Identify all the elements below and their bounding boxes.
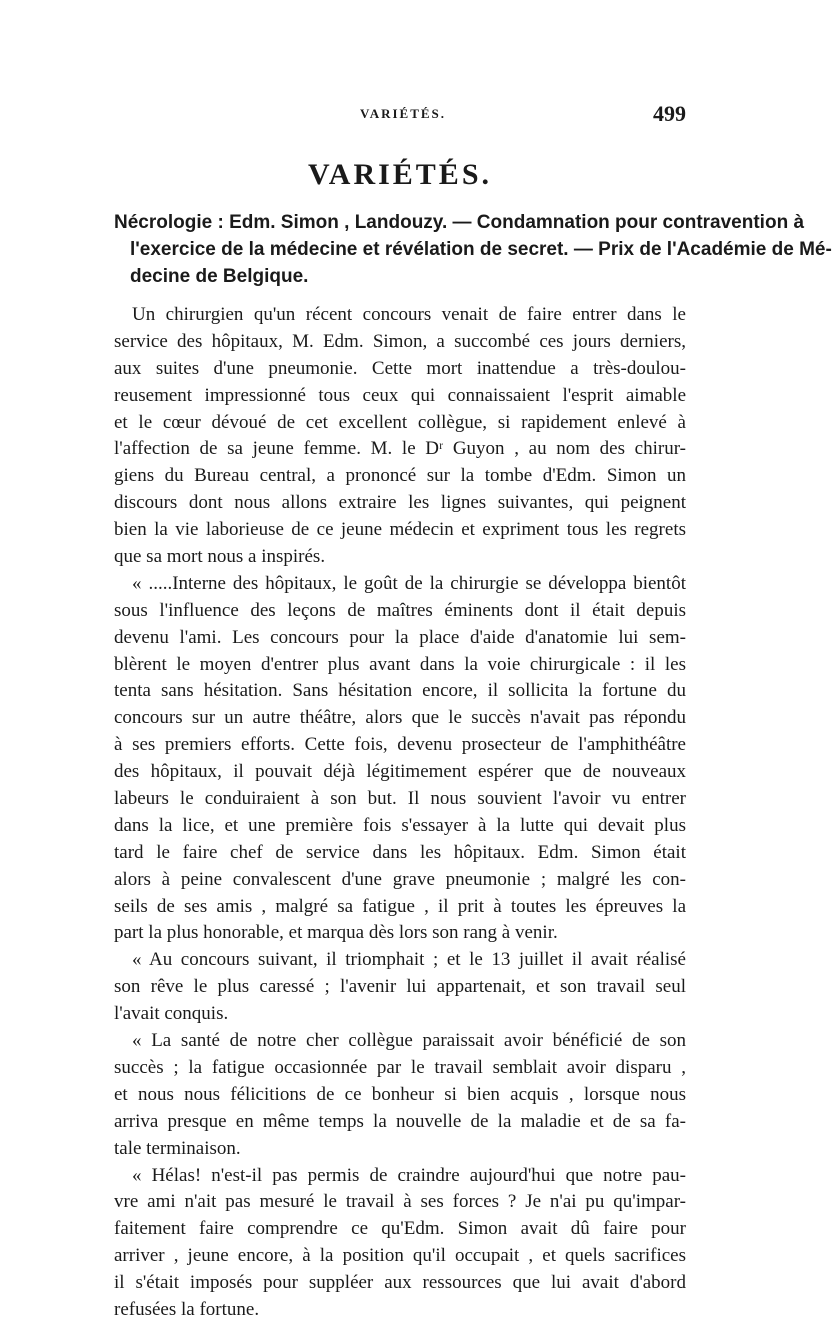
text-line: tale terminaison. [114,1137,241,1159]
article-summary [114,210,832,291]
text-line: alors à peine convalescent d'une grave pneumonie ; malgré les con- [114,868,686,890]
text-line: bien la vie laborieuse de ce jeune médecin et expriment tous les regrets [114,519,686,541]
running-head [114,101,686,128]
text-line: tard le faire chef de service dans les hôpitaux. Edm. Simon était [114,841,686,863]
text-line: « Hélas! n'est-il pas permis de craindre aujourd'hui que notre pau- [132,1164,686,1186]
text-line: labeurs le conduiraient à son but. Il nous souvient l'avoir vu entrer [114,788,686,810]
body-text [114,302,686,1324]
text-line: discours dont nous allons extraire les lignes suivantes, qui peignent [114,492,686,514]
text-line: « Au concours suivant, il triomphait ; et le 13 juillet il avait réalisé [132,949,686,971]
text-line: devenu l'ami. Les concours pour la place d'aide d'anatomie lui sem- [114,626,686,648]
text-line: succès ; la fatigue occasionnée par le travail semblait avoir disparu , [114,1056,686,1078]
section-title: VARIÉTÉS. [307,158,493,191]
summary-line: l'exercice de la médecine et révélation de secret. — Prix de l'Académie de Mé- [130,238,832,260]
text-line: et le cœur dévoué de cet excellent collègue, si rapidement enlevé à [114,411,686,433]
text-line: giens du Bureau central, a prononcé sur la tombe d'Edm. Simon un [114,465,686,487]
text-line: arriva presque en même temps la nouvelle de la maladie et de sa fa- [114,1110,686,1132]
text-line: à ses premiers efforts. Cette fois, devenu prosecteur de l'amphithéâtre [114,734,686,756]
text-line: aux suites d'une pneumonie. Cette mort inattendue a très-doulou- [114,357,686,379]
text-line: arriver , jeune encore, à la position qu'il occupait , et quels sacrifices [114,1245,686,1267]
running-title: VARIÉTÉS. [360,106,447,121]
text-line: service des hôpitaux, M. Edm. Simon, a succombé ces jours derniers, [114,330,686,352]
text-line: Un chirurgien qu'un récent concours venait de faire entrer dans le [132,304,686,325]
text-line: l'avait conquis. [114,1003,229,1025]
page-number: 499 [653,101,686,126]
text-line: « .....Interne des hôpitaux, le goût de la chirurgie se développa bientôt [132,572,686,594]
text-line: part la plus honorable, et marqua dès lors son rang à venir. [114,922,558,944]
document-page [114,0,832,1320]
text-line: reusement impressionné tous ceux qui connaissaient l'esprit aimable [114,384,686,406]
summary-line: Nécrologie : Edm. Simon , Landouzy. — Condamnation pour contravention à [114,212,805,233]
summary-line: decine de Belgique. [130,265,309,287]
text-line: seils de ses amis , malgré sa fatigue , il prit à toutes les épreuves la [114,895,686,917]
text-line: que sa mort nous a inspirés. [114,546,326,568]
text-line: sous l'influence des leçons de maîtres éminents dont il était depuis [114,599,686,621]
text-line: refusées la fortune. [114,1298,260,1320]
text-line: son rêve le plus caressé ; l'avenir lui appartenait, et son travail seul [114,976,686,998]
text-line: « La santé de notre cher collègue paraissait avoir bénéficié de son [132,1030,686,1052]
text-line: dans la lice, et une première fois s'essayer à la lutte qui devait plus [114,814,686,836]
text-line: blèrent le moyen d'entrer plus avant dans la voie chirurgicale : il les [114,653,686,675]
text-line: vre ami n'ait pas mesuré le travail à ses forces ? Je n'ai pu qu'impar- [114,1191,686,1213]
text-line: faitement faire comprendre ce qu'Edm. Simon avait dû faire pour [114,1218,686,1240]
text-line: l'affection de sa jeune femme. M. le Dʳ Guyon , au nom des chirur- [114,438,686,460]
text-line: et nous nous félicitions de ce bonheur si bien acquis , lorsque nous [114,1083,686,1105]
text-line: il s'était imposés pour suppléer aux ressources que lui avait d'abord [114,1272,686,1294]
text-line: tenta sans hésitation. Sans hésitation encore, il sollicita la fortune du [114,680,686,702]
text-line: concours sur un autre théâtre, alors que le succès n'avait pas répondu [114,707,686,729]
text-line: des hôpitaux, il pouvait déjà légitimement espérer que de nouveaux [114,761,686,783]
